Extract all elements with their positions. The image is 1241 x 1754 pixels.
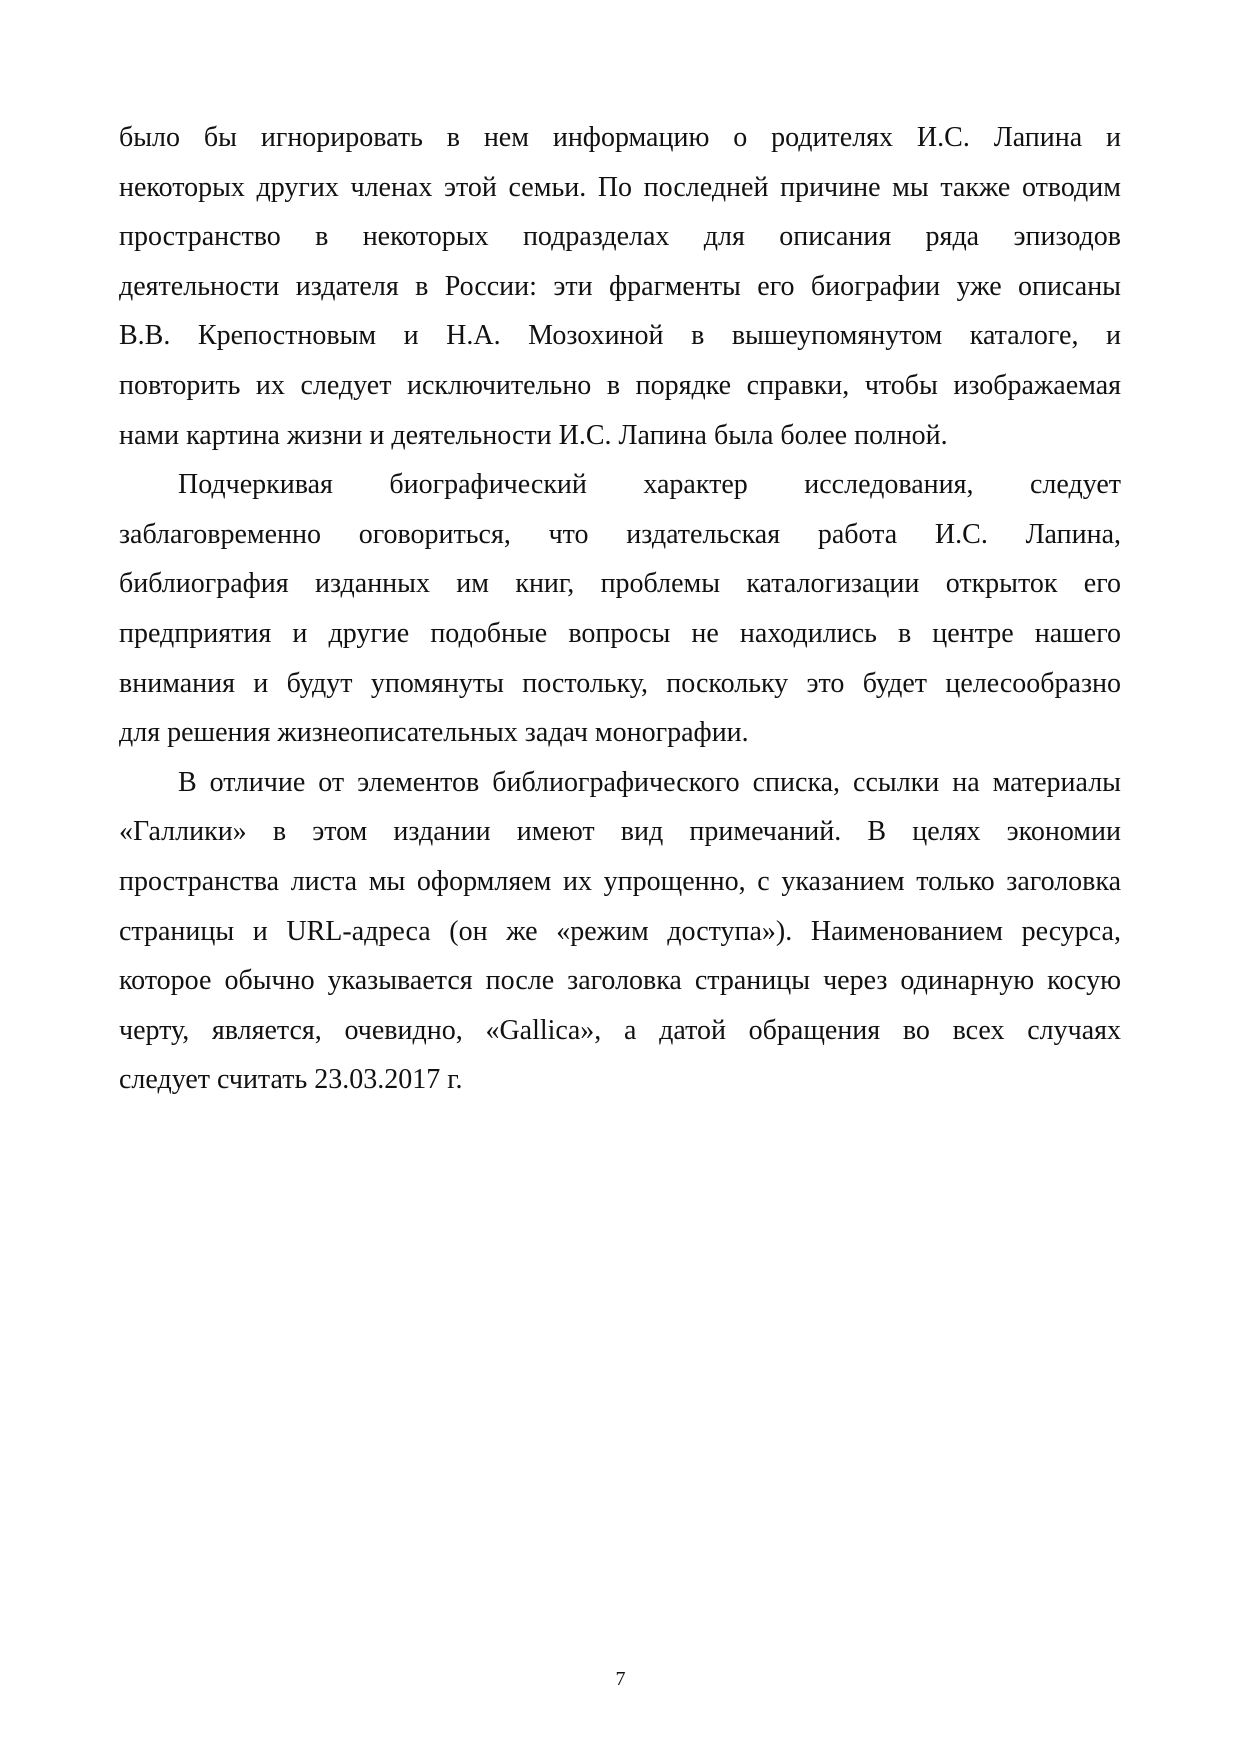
text-line: пространства листа мы оформляем их упрощенно, с указанием только заголовка	[119, 865, 1121, 897]
text-line: Подчеркивая биографический характер исследования, следует	[178, 469, 1121, 501]
text-line: деятельности издателя в России: эти фрагменты его биографии уже описаны	[119, 270, 1121, 302]
text-line: В.В. Крепостновым и Н.А. Мозохиной в вышеупомянутом каталоге, и	[119, 320, 1121, 352]
text-line: «Галлики» в этом издании имеют вид примечаний. В целях экономии	[119, 816, 1121, 848]
text-line: заблаговременно оговориться, что издательская работа И.С. Лапина,	[119, 518, 1121, 550]
text-line: было бы игнорировать в нем информацию о родителях И.С. Лапина и	[119, 122, 1121, 153]
text-line: некоторых других членах этой семьи. По последней причине мы также отводим	[119, 171, 1121, 203]
text-line: черту, является, очевидно, «Gallica», а датой обращения во всех случаях	[119, 1014, 1121, 1046]
text-line: следует считать 23.03.2017 г.	[119, 1064, 463, 1096]
text-line: нами картина жизни и деятельности И.С. Лапина была более полной.	[119, 419, 948, 451]
text-line: внимания и будут упомянуты постольку, поскольку это будет целесообразно	[119, 667, 1121, 699]
text-line: для решения жизнеописательных задач монографии.	[119, 717, 749, 749]
text-line: которое обычно указывается после заголовка страницы через одинарную косую	[119, 965, 1121, 997]
text-line: пространство в некоторых подразделах для описания ряда эпизодов	[119, 221, 1121, 253]
body-text	[119, 113, 1121, 1105]
text-line: В отличие от элементов библиографического списка, ссылки на материалы	[178, 766, 1121, 798]
paragraph-3	[119, 758, 1121, 1105]
text-line: библиография изданных им книг, проблемы каталогизации открыток его	[119, 568, 1121, 600]
text-line: страницы и URL-адреса (он же «режим доступа»). Наименованием ресурса,	[119, 915, 1121, 947]
page-number: 7	[615, 1668, 626, 1690]
paragraph-1	[119, 113, 1121, 460]
text-line: повторить их следует исключительно в порядке справки, чтобы изображаемая	[119, 369, 1121, 401]
paragraph-2	[119, 460, 1121, 758]
text-line: предприятия и другие подобные вопросы не находились в центре нашего	[119, 617, 1121, 649]
